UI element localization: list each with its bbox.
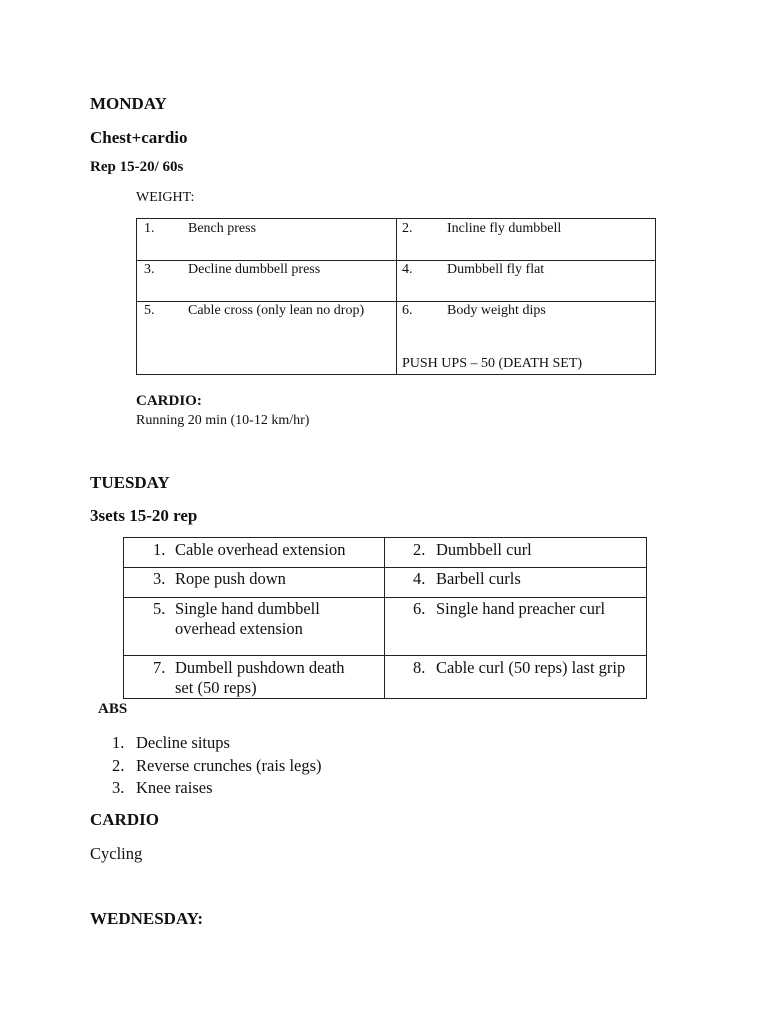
wednesday-heading: WEDNESDAY: bbox=[90, 909, 204, 928]
table-cell: Cable overhead extension bbox=[175, 540, 346, 559]
weight-label: WEIGHT: bbox=[136, 190, 195, 205]
table-cell: set (50 reps) bbox=[175, 678, 257, 697]
monday-reps: Rep 15-20/ 60s bbox=[90, 159, 184, 175]
table-cell: 6. bbox=[402, 303, 413, 318]
table-cell: Incline fly dumbbell bbox=[447, 221, 562, 236]
monday-cardio-text: Running 20 min (10-12 km/hr) bbox=[136, 413, 310, 428]
tuesday-exercise-table bbox=[123, 537, 647, 699]
monday-cardio-label: CARDIO: bbox=[136, 393, 202, 409]
table-cell: Cable cross (only lean no drop) bbox=[188, 303, 365, 318]
table-cell: 8. bbox=[413, 658, 426, 677]
push-ups-note: PUSH UPS – 50 (DEATH SET) bbox=[402, 356, 583, 371]
monday-heading: MONDAY bbox=[90, 94, 167, 113]
table-cell: overhead extension bbox=[175, 619, 303, 638]
table-cell: Body weight dips bbox=[447, 303, 546, 318]
table-cell: 3. bbox=[144, 262, 155, 277]
tuesday-sets: 3sets 15-20 rep bbox=[90, 506, 198, 525]
abs-heading: ABS bbox=[98, 701, 128, 717]
table-cell: Dumbbell fly flat bbox=[447, 262, 545, 277]
list-item: 3. Knee raises bbox=[112, 778, 213, 797]
table-cell: 7. bbox=[153, 658, 166, 677]
table-cell: Barbell curls bbox=[436, 569, 521, 588]
abs-exercise-list bbox=[112, 732, 322, 800]
list-item: 2. Reverse crunches (rais legs) bbox=[112, 755, 322, 775]
table-cell: Decline dumbbell press bbox=[188, 262, 321, 277]
table-cell: 1. bbox=[153, 540, 166, 559]
table-cell: 3. bbox=[153, 569, 166, 588]
table-cell: 4. bbox=[402, 262, 413, 277]
table-cell: Rope push down bbox=[175, 569, 286, 588]
table-cell: 1. bbox=[144, 221, 155, 236]
table-cell: 2. bbox=[402, 221, 413, 236]
tuesday-cardio-text: Cycling bbox=[90, 844, 143, 863]
monday-focus: Chest+cardio bbox=[90, 128, 188, 147]
table-cell: Dumbbell curl bbox=[436, 540, 532, 559]
table-cell: 5. bbox=[144, 303, 155, 318]
tuesday-cardio-label: CARDIO bbox=[90, 810, 159, 829]
table-cell: 6. bbox=[413, 599, 426, 618]
tuesday-heading: TUESDAY bbox=[90, 473, 170, 492]
table-cell: Single hand preacher curl bbox=[436, 599, 606, 618]
table-cell: Single hand dumbbell bbox=[175, 599, 320, 618]
table-cell: 5. bbox=[153, 599, 166, 618]
monday-exercise-table bbox=[136, 218, 656, 375]
table-cell: Dumbell pushdown death bbox=[175, 658, 345, 677]
table-cell: Cable curl (50 reps) last grip bbox=[436, 658, 626, 677]
table-cell: 4. bbox=[413, 569, 426, 588]
table-cell: 2. bbox=[413, 540, 426, 559]
table-cell: Bench press bbox=[188, 221, 257, 236]
list-item: 1. Decline situps bbox=[112, 733, 230, 752]
